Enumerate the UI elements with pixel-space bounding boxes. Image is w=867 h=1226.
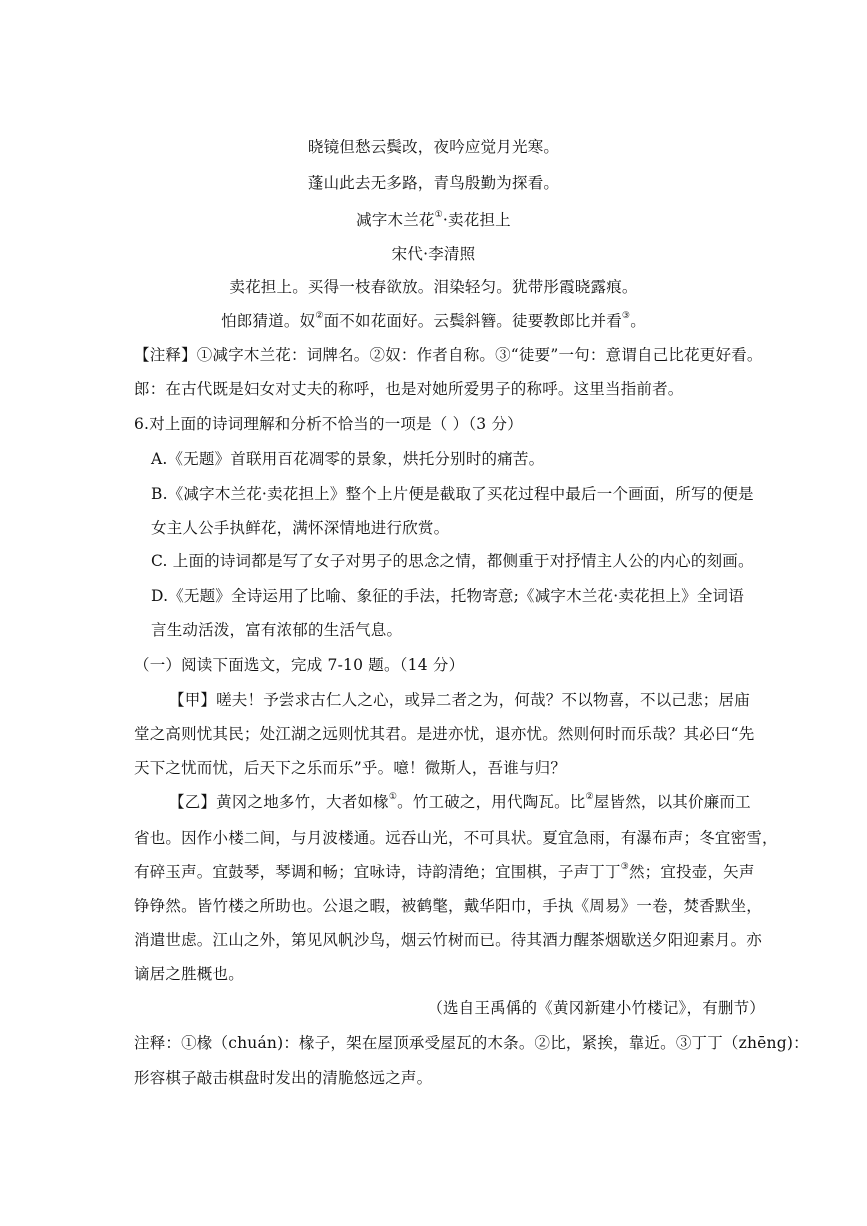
passage-yi-line3-part-a: 有碎玉声。宜鼓琴，琴调和畅；宜咏诗，诗韵清绝；宜围棋，子声丁丁 bbox=[134, 863, 621, 881]
question6-stem: 6.对上面的诗词理解和分析不恰当的一项是（ ）（3 分） bbox=[134, 415, 523, 433]
notes1-line2: 郎：在古代既是妇女对丈夫的称呼，也是对她所爱男子的称呼。这里当指前者。 bbox=[134, 380, 684, 398]
passage-yi-line1-part-c: 屋皆然，以其价廉而工 bbox=[593, 793, 751, 811]
question6-option-a: A.《无题》首联用百花凋零的景象，烘托分别时的痛苦。 bbox=[151, 450, 545, 468]
question6-option-b: B.《减字木兰花·卖花担上》整个上片便是截取了买花过程中最后一个画面，所写的便是 bbox=[151, 485, 754, 503]
passage-yi-line1-part-b: 。竹工破之，用代陶瓦。比 bbox=[397, 793, 586, 811]
question6-option-b-cont: 女主人公手执鲜花，满怀深情地进行欣赏。 bbox=[151, 519, 450, 537]
passage-jia-line1: 【甲】嗟夫！予尝求古仁人之心，或异二者之为，何哉？不以物喜，不以己悲；居庙 bbox=[169, 691, 750, 709]
footnote-marker: ② bbox=[315, 310, 324, 321]
passage-source: （选自王禹偁的《黄冈新建小竹楼记》，有删节） bbox=[427, 999, 765, 1017]
poem2-title-rest: ·卖花担上 bbox=[442, 211, 511, 229]
passage-yi-line2: 省也。因作小楼二间，与月波楼通。远吞山光，不可具状。夏宜急雨，有瀑布声；冬宜密雪， bbox=[134, 829, 778, 847]
notes2-line1: 注释：①椽（chuán)：椽子，架在屋顶承受屋瓦的木条。②比，紧挨，靠近。③丁丁（zhēng)： bbox=[134, 1034, 809, 1052]
footnote-marker: ② bbox=[585, 791, 594, 802]
poem2-line2-part-a: 怕郎猜道。奴 bbox=[221, 312, 316, 330]
passage-yi-line3-part-b: 然；宜投壶，矢声 bbox=[628, 863, 755, 881]
poem2-title-text: 减字木兰花 bbox=[356, 211, 435, 229]
passage-jia-line2: 堂之高则忧其民；处江湖之远则忧其君。是进亦忧，退亦忧。然则何时而乐哉？其必曰“先 bbox=[134, 725, 755, 743]
poem1-line3: 晓镜但愁云鬓改，夜吟应觉月光寒。 bbox=[307, 138, 560, 156]
poem2-line1: 卖花担上。买得一枝春欲放。泪染轻匀。犹带彤霞晓露痕。 bbox=[229, 278, 638, 296]
passage-yi-line1-part-a: 【乙】黄冈之地多竹，大者如椽 bbox=[169, 793, 389, 811]
question6-option-d: D.《无题》全诗运用了比喻、象征的手法，托物寄意;《减字木兰花·卖花担上》全词语 bbox=[151, 587, 744, 605]
footnote-marker: ③ bbox=[621, 310, 631, 321]
question6-option-c: C. 上面的诗词都是写了女子对男子的思念之情，都侧重于对抒情主人公的内心的刻画。 bbox=[151, 552, 754, 570]
notes2-line2: 形容棋子敲击棋盘时发出的清脆悠远之声。 bbox=[134, 1069, 433, 1087]
section-heading: （一）阅读下面选文，完成 7-10 题。（14 分） bbox=[134, 656, 465, 674]
passage-jia-line3: 天下之忧而忧，后天下之乐而乐”乎。噫！微斯人，吾谁与归？ bbox=[134, 759, 567, 777]
passage-yi-line4: 铮铮然。皆竹楼之所助也。公退之暇，被鹤氅，戴华阳巾，手执《周易》一卷，焚香默坐， bbox=[134, 897, 763, 915]
question6-option-d-cont: 言生动活泼，富有浓郁的生活气息。 bbox=[151, 621, 403, 639]
footnote-marker: ① bbox=[388, 791, 398, 802]
poem2-line2-part-b: 面不如花面好。云鬓斜簪。徒要教郎比并看 bbox=[323, 312, 622, 330]
passage-yi-line3 bbox=[134, 862, 755, 882]
passage-yi-line1 bbox=[169, 792, 751, 812]
poem2-line2 bbox=[0, 311, 867, 331]
poem2-author: 宋代·李清照 bbox=[391, 245, 476, 263]
passage-yi-line5: 消遣世虑。江山之外，第见风帆沙鸟，烟云竹树而已。待其酒力醒茶烟歇送夕阳迎素月。亦 bbox=[134, 931, 763, 949]
passage-yi-line6: 谪居之胜概也。 bbox=[134, 965, 244, 983]
footnote-marker: ③ bbox=[620, 861, 629, 872]
poem2-title bbox=[0, 210, 867, 230]
footnote-marker: ① bbox=[434, 209, 443, 220]
poem2-line2-part-c: 。 bbox=[630, 312, 646, 330]
notes1-line1: 【注释】①减字木兰花：词牌名。②奴：作者自称。③“徒要”一句：意谓自己比花更好看。 bbox=[134, 346, 763, 364]
poem1-line4: 蓬山此去无多路，青鸟殷勤为探看。 bbox=[307, 174, 560, 192]
